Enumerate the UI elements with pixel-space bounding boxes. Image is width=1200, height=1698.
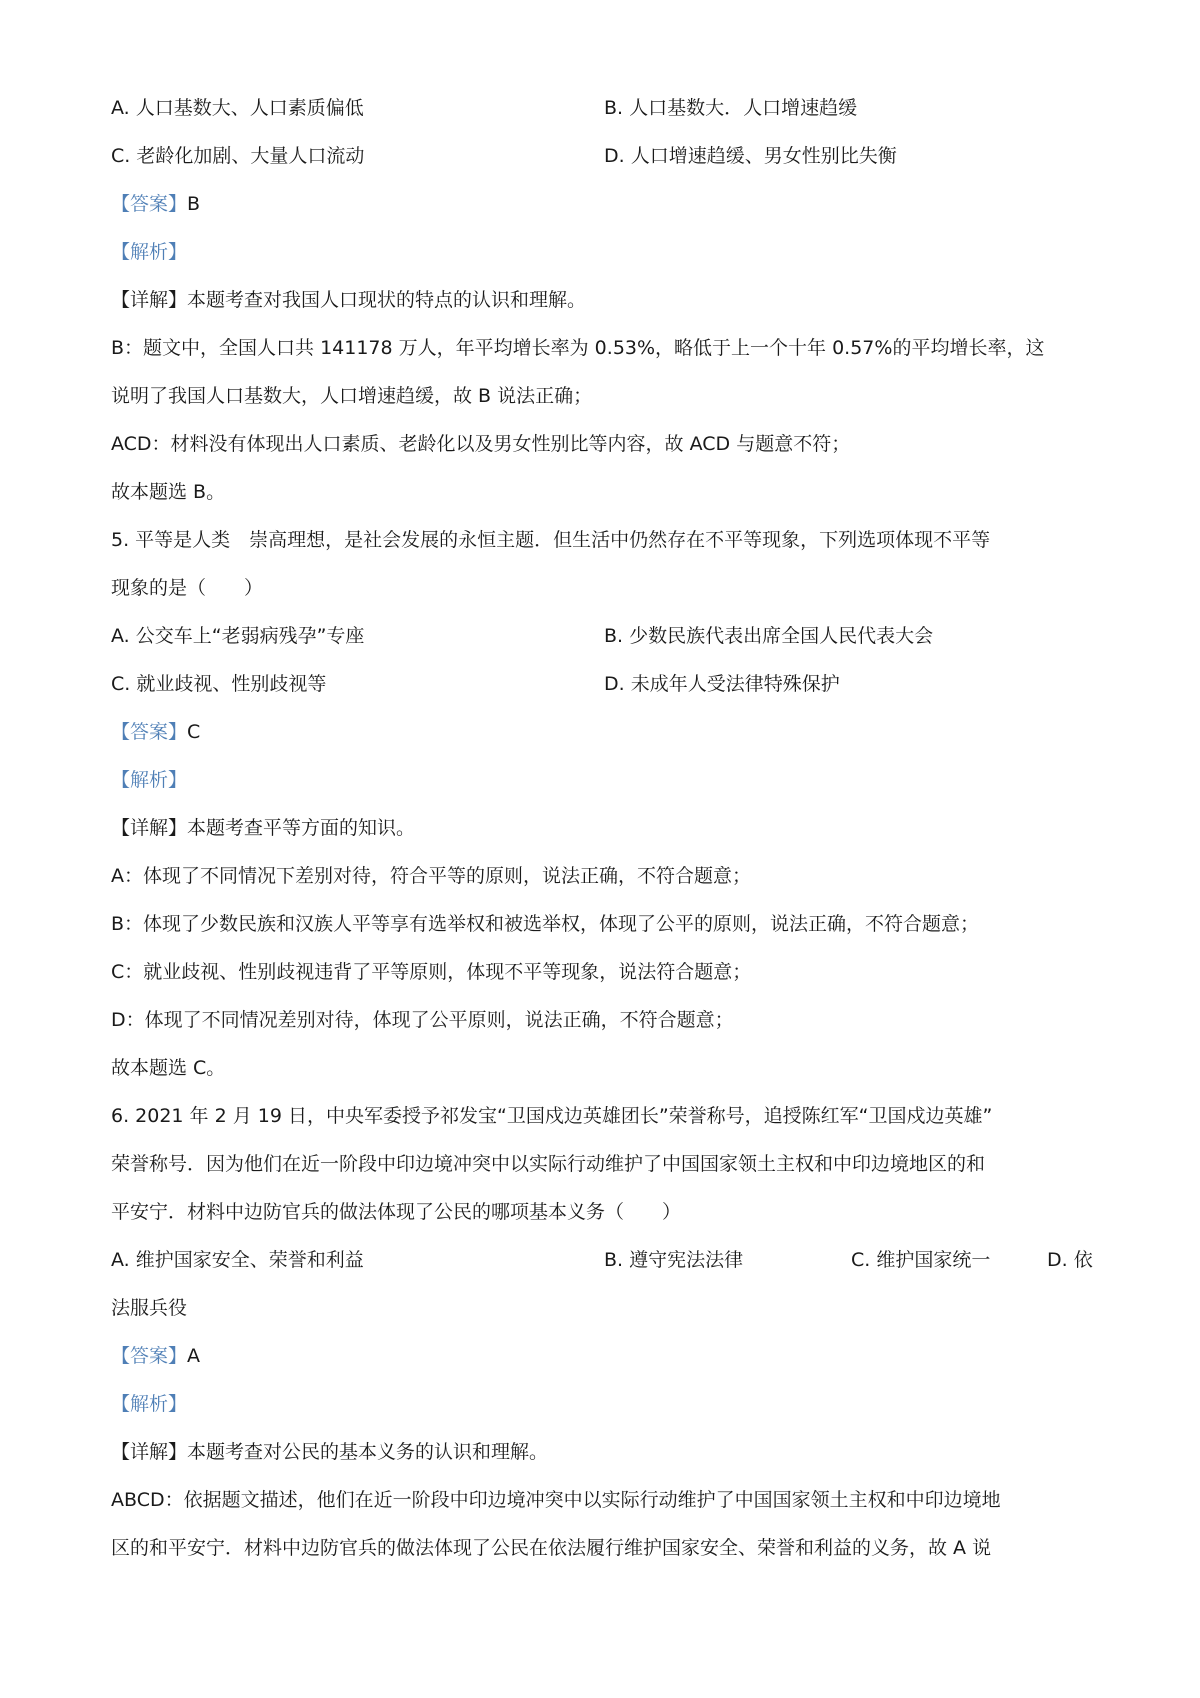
q4-explain-b-line1: B：题文中，全国人口共 141178 万人，年平均增长率为 0.53%，略低于上一个十年 0.57%的平均增长率，这 (111, 337, 1045, 359)
q5-detail: 【详解】本题考查平等方面的知识。 (111, 817, 416, 839)
q5-explain-b: B：体现了少数民族和汉族人平等享有选举权和被选举权，体现了公平的原则，说法正确，不符合题意； (111, 913, 980, 935)
q4-answer-line (111, 191, 1101, 217)
q5-stem-line1: 5. 平等是人类 崇高理想，是社会发展的永恒主题．但生活中仍然存在不平等现象，下列选项体现不平等 (111, 529, 991, 551)
q5-explain-a: A：体现了不同情况下差别对待，符合平等的原则，说法正确，不符合题意； (111, 865, 751, 887)
q6-option-a: A. 维护国家安全、荣誉和利益 (111, 1249, 364, 1271)
answer-tag: 【答案】 (111, 721, 188, 743)
q6-explain-line2: 区的和平安宁．材料中边防官兵的做法体现了公民在依法履行维护国家安全、荣誉和利益的义务，故 A 说 (111, 1537, 992, 1559)
q5-option-a: A. 公交车上“老弱病残孕”专座 (111, 625, 365, 647)
q6-stem-line2: 荣誉称号．因为他们在近一阶段中印边境冲突中以实际行动维护了中国国家领土主权和中印边境地区的和 (111, 1153, 986, 1175)
q6-explain-line1: ABCD：依据题文描述，他们在近一阶段中印边境冲突中以实际行动维护了中国国家领土主权和中印边境地 (111, 1489, 1001, 1511)
q6-detail: 【详解】本题考查对公民的基本义务的认识和理解。 (111, 1441, 549, 1463)
q4-option-d: D. 人口增速趋缓、男女性别比失衡 (604, 145, 897, 167)
q4-explain-b-line2: 说明了我国人口基数大，人口增速趋缓，故 B 说法正确； (111, 385, 593, 407)
q5-explain-c: C：就业歧视、性别歧视违背了平等原则，体现不平等现象，说法符合题意； (111, 961, 752, 983)
q6-option-d: D. 依 (1047, 1249, 1093, 1271)
q5-option-c: C. 就业歧视、性别歧视等 (111, 673, 327, 695)
q6-answer: A (187, 1345, 201, 1367)
q5-explain-d: D：体现了不同情况差别对待，体现了公平原则，说法正确，不符合题意； (111, 1009, 734, 1031)
q4-analysis-tag: 【解析】 (111, 241, 188, 263)
q5-stem-line2: 现象的是（ ） (111, 577, 264, 599)
q6-stem-line1: 6. 2021 年 2 月 19 日，中央军委授予祁发宝“卫国戍边英雄团长”荣誉称号，追授陈红军“卫国戍边英雄” (111, 1105, 993, 1127)
q5-answer-line (111, 719, 1101, 745)
q4-explain-acd: ACD：材料没有体现出人口素质、老龄化以及男女性别比等内容，故 ACD 与题意不符； (111, 433, 851, 455)
q4-detail: 【详解】本题考查对我国人口现状的特点的认识和理解。 (111, 289, 587, 311)
q4-option-a: A. 人口基数大、人口素质偏低 (111, 97, 364, 119)
q6-option-b: B. 遵守宪法法律 (604, 1249, 744, 1271)
answer-tag: 【答案】 (111, 193, 188, 215)
q5-answer: C (187, 721, 201, 743)
q4-option-c: C. 老龄化加剧、大量人口流动 (111, 145, 365, 167)
q4-conclusion: 故本题选 B。 (111, 481, 226, 503)
q4-answer: B (187, 193, 201, 215)
q6-stem-line3: 平安宁．材料中边防官兵的做法体现了公民的哪项基本义务（ ） (111, 1201, 682, 1223)
q5-conclusion: 故本题选 C。 (111, 1057, 226, 1079)
q6-option-d-cont: 法服兵役 (111, 1297, 188, 1319)
answer-tag: 【答案】 (111, 1345, 188, 1367)
q5-analysis-tag: 【解析】 (111, 769, 188, 791)
q5-option-d: D. 未成年人受法律特殊保护 (604, 673, 840, 695)
q6-option-c: C. 维护国家统一 (851, 1249, 991, 1271)
q4-option-b: B. 人口基数大．人口增速趋缓 (604, 97, 858, 119)
q6-analysis-tag: 【解析】 (111, 1393, 188, 1415)
q6-answer-line (111, 1343, 1101, 1369)
q5-option-b: B. 少数民族代表出席全国人民代表大会 (604, 625, 934, 647)
